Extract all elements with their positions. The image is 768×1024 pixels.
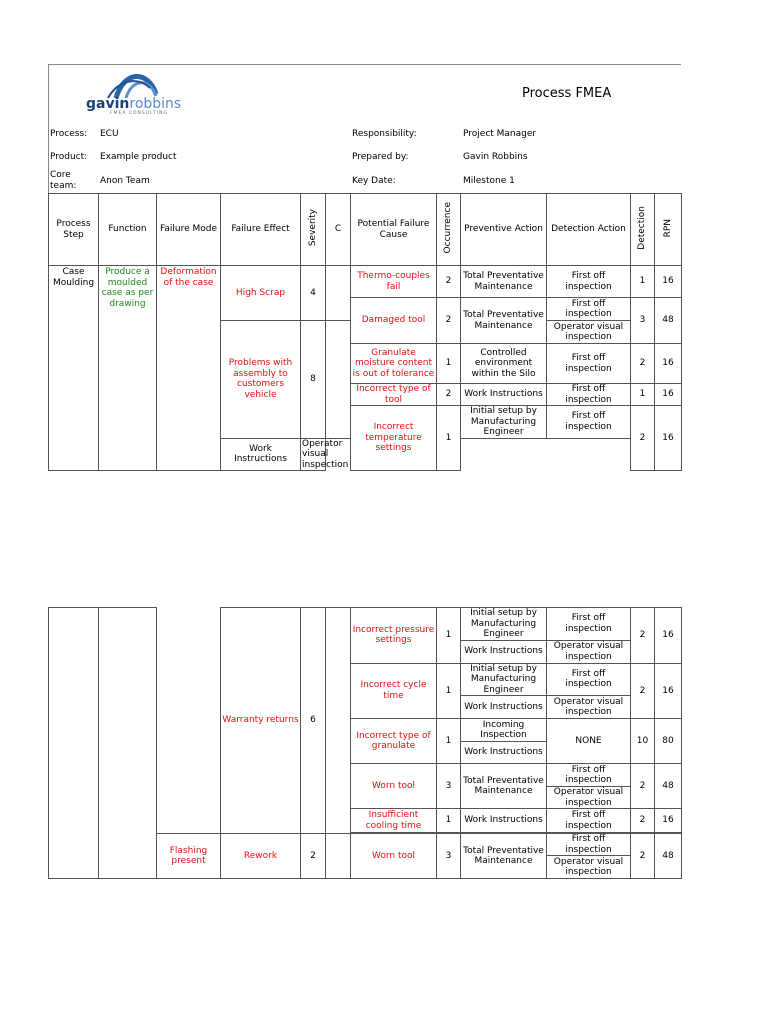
occurrence-cell: 1	[437, 809, 461, 833]
occurrence-cell: 2	[437, 298, 461, 344]
logo-name-part1: gavin	[86, 96, 130, 112]
rpn-cell: 16	[655, 384, 682, 406]
failure-mode-cell	[157, 608, 221, 834]
detection-action-cell: First off inspection	[547, 764, 631, 787]
function-cell	[99, 608, 157, 879]
preventive-cell: Work Instructions	[461, 696, 547, 719]
core-team-label: Core team:	[50, 170, 77, 191]
failure-effect-cell: Rework	[221, 834, 301, 879]
occurrence-cell: 1	[437, 608, 461, 664]
company-logo	[86, 68, 186, 116]
col-detection-action: Detection Action	[547, 194, 631, 266]
rpn-cell: 48	[655, 764, 682, 809]
preventive-cell: Work Instructions	[461, 809, 547, 833]
detection-action-cell: First off inspection	[547, 608, 631, 641]
class-cell	[326, 608, 351, 834]
preventive-cell: Total Preventative Maintenance	[461, 764, 547, 809]
cause-cell: Incorrect temperature settings	[351, 406, 437, 471]
severity-cell: 4	[301, 266, 326, 321]
detection-action-cell: First off inspection	[547, 834, 631, 856]
col-process-step: Process Step	[49, 194, 99, 266]
rpn-cell: 16	[655, 663, 682, 719]
table-row	[49, 608, 682, 641]
detection-action-cell: First off inspection	[547, 384, 631, 406]
detection-cell: 2	[631, 663, 655, 719]
col-preventive: Preventive Action	[461, 194, 547, 266]
detection-cell: 2	[631, 764, 655, 809]
product-label: Product:	[50, 152, 88, 162]
cause-cell: Damaged tool	[351, 298, 437, 344]
process-step-cell: Case Moulding	[49, 266, 99, 471]
occurrence-cell: 3	[437, 834, 461, 879]
failure-effect-cell: High Scrap	[221, 266, 301, 321]
preventive-cell: Work Instructions	[461, 742, 547, 764]
col-cause: Potential Failure Cause	[351, 194, 437, 266]
preventive-cell: Initial setup by Manufacturing Engineer	[461, 406, 547, 439]
cause-cell: Thermo-couples fail	[351, 266, 437, 298]
rpn-cell: 16	[655, 608, 682, 664]
page-title: Process FMEA	[522, 86, 612, 101]
class-cell	[326, 321, 351, 439]
key-date-label: Key Date:	[352, 176, 396, 186]
occurrence-cell: 2	[437, 266, 461, 298]
rpn-cell: 48	[655, 834, 682, 879]
severity-cell: 8	[301, 321, 326, 439]
rpn-cell: 80	[655, 719, 682, 764]
detection-action-cell: First off inspection	[547, 298, 631, 321]
detection-cell: 2	[631, 406, 655, 471]
col-severity: Severity	[301, 194, 326, 266]
fmea-table-page1	[48, 193, 682, 471]
detection-action-cell: First off inspection	[547, 266, 631, 298]
detection-action-cell: Operator visual inspection	[302, 438, 349, 470]
detection-action-cell: First off inspection	[547, 663, 631, 696]
preventive-cell: Total Preventative Maintenance	[461, 266, 547, 298]
col-failure-effect: Failure Effect	[221, 194, 301, 266]
occurrence-cell: 1	[437, 663, 461, 719]
function-cell: Produce a moulded case as per drawing	[99, 266, 157, 471]
cause-cell: Incorrect cycle time	[351, 663, 437, 719]
detection-cell: 2	[631, 608, 655, 664]
failure-effect-cell: Warranty returns	[221, 608, 301, 834]
preventive-cell: Work Instructions	[461, 640, 547, 663]
detection-cell: 1	[631, 384, 655, 406]
cause-cell: Incorrect type of granulate	[351, 719, 437, 764]
preventive-cell: Work Instructions	[461, 384, 547, 406]
preventive-cell: Total Preventative Maintenance	[461, 298, 547, 344]
detection-cell: 1	[631, 266, 655, 298]
rpn-cell: 16	[655, 344, 682, 384]
preventive-cell: Initial setup by Manufacturing Engineer	[461, 608, 547, 641]
detection-cell: 2	[631, 834, 655, 879]
detection-action-cell: Operator visual inspection	[547, 856, 631, 879]
cause-cell: Granulate moisture content is out of tolerance	[351, 344, 437, 384]
detection-action-cell: First off inspection	[547, 406, 631, 439]
failure-mode-cell: Flashing present	[157, 834, 221, 879]
key-date-value: Milestone 1	[463, 176, 515, 186]
col-failure-mode: Failure Mode	[157, 194, 221, 266]
detection-cell: 10	[631, 719, 655, 764]
detection-action-cell: First off inspection	[547, 809, 631, 833]
rpn-cell: 16	[655, 266, 682, 298]
product-value: Example product	[100, 152, 177, 162]
detection-action-cell: Operator visual inspection	[547, 321, 631, 344]
detection-cell: 2	[631, 809, 655, 833]
logo-name-part2: robbins	[129, 96, 182, 112]
preventive-cell: Work Instructions	[221, 438, 301, 471]
occurrence-cell: 3	[437, 764, 461, 809]
detection-cell: 2	[631, 344, 655, 384]
col-function: Function	[99, 194, 157, 266]
preventive-cell: Controlled environment within the Silo	[461, 344, 547, 384]
process-value: ECU	[100, 129, 119, 139]
logo-tagline: FMEA CONSULTING	[110, 111, 168, 116]
process-step-cell	[49, 608, 99, 879]
prepared-by-label: Prepared by:	[352, 152, 409, 162]
failure-mode-cell: Deformation of the case	[157, 266, 221, 471]
cause-cell: Incorrect pressure settings	[351, 608, 437, 664]
preventive-cell: Total Preventative Maintenance	[461, 834, 547, 879]
preventive-cell: Incoming Inspection	[461, 719, 547, 742]
occurrence-cell: 1	[437, 406, 461, 471]
occurrence-cell: 2	[437, 384, 461, 406]
cause-cell: Insufficient cooling time	[351, 809, 437, 833]
responsibility-label: Responsibility:	[352, 129, 417, 139]
detection-cell: 3	[631, 298, 655, 344]
rpn-cell: 48	[655, 298, 682, 344]
class-cell	[326, 834, 351, 879]
detection-action-cell: Operator visual inspection	[547, 640, 631, 663]
severity-cell: 2	[301, 834, 326, 879]
occurrence-cell: 1	[437, 344, 461, 384]
col-c: C	[326, 194, 351, 266]
detection-action-cell: Operator visual inspection	[547, 787, 631, 809]
severity-cell: 6	[301, 608, 326, 834]
preventive-cell: Initial setup by Manufacturing Engineer	[461, 663, 547, 696]
col-detection: Detection	[631, 194, 655, 266]
failure-effect-cell: Problems with assembly to customers vehicle	[221, 321, 301, 439]
prepared-by-value: Gavin Robbins	[463, 152, 528, 162]
col-rpn: RPN	[655, 194, 682, 266]
cause-cell: Worn tool	[351, 764, 437, 809]
fmea-table-page2	[48, 607, 682, 879]
detection-action-cell: Operator visual inspection	[547, 696, 631, 719]
table-header-row	[49, 194, 682, 266]
occurrence-cell: 1	[437, 719, 461, 764]
core-team-value: Anon Team	[100, 176, 150, 186]
cause-cell: Worn tool	[351, 834, 437, 879]
responsibility-value: Project Manager	[463, 129, 537, 139]
detection-action-cell: NONE	[547, 719, 631, 764]
rpn-cell: 16	[655, 809, 682, 833]
cause-cell: Incorrect type of tool	[351, 384, 437, 406]
class-cell	[326, 266, 351, 321]
detection-action-cell: First off inspection	[547, 344, 631, 384]
col-occurrence: Occurrence	[437, 194, 461, 266]
process-label: Process:	[50, 129, 88, 139]
table-row	[49, 266, 682, 298]
rpn-cell: 16	[655, 406, 682, 471]
